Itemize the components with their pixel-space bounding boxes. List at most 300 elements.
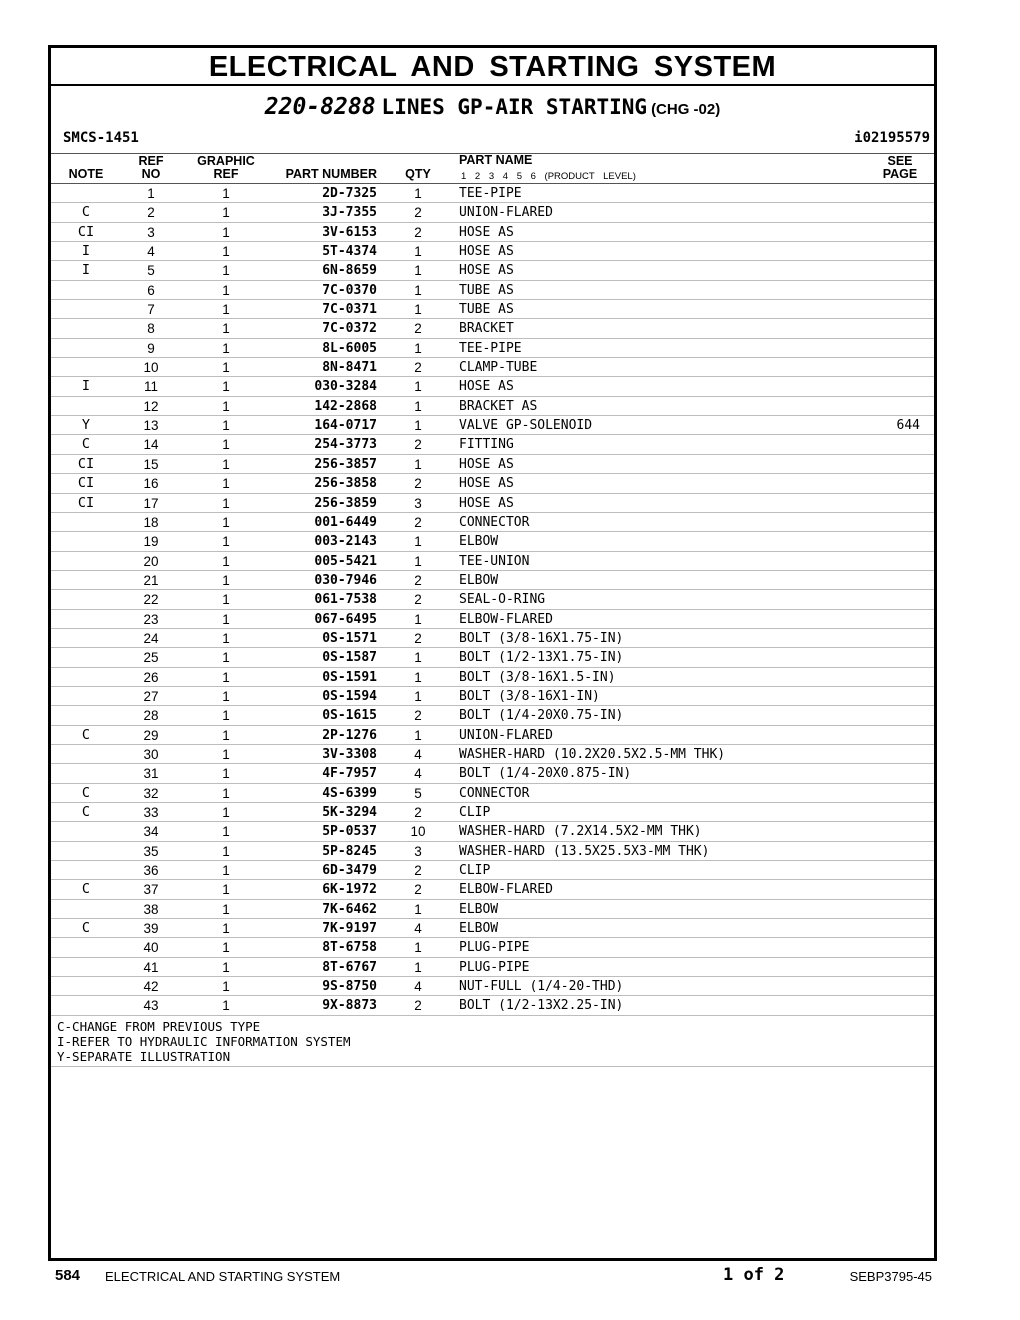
part-number-cell: 5P-0537	[322, 824, 377, 840]
part-number-cell: 7K-6462	[322, 901, 377, 917]
qty-cell: 2	[414, 805, 422, 820]
table-row	[51, 223, 934, 242]
part-number-cell: 7C-0372	[322, 321, 377, 337]
qty-cell: 4	[414, 979, 422, 995]
graphic-ref-cell: 1	[222, 534, 230, 550]
graphic-ref-cell: 1	[222, 843, 230, 859]
qty-cell: 1	[414, 282, 422, 298]
table-row	[51, 358, 934, 377]
ref-no-cell: 9	[147, 340, 155, 356]
part-name-cell: PLUG-PIPE	[459, 959, 530, 975]
ref-no-cell: 25	[143, 650, 159, 666]
qty-cell: 1	[414, 379, 422, 395]
qty-cell: 2	[414, 360, 422, 376]
ref-no-cell: 34	[143, 824, 159, 840]
part-name-cell: CLIP	[459, 805, 491, 820]
note-cell: C	[81, 204, 91, 221]
qty-cell: 2	[414, 863, 422, 879]
graphic-ref-cell: 1	[222, 398, 230, 414]
qty-cell: 1	[414, 959, 422, 975]
part-name-cell: BOLT (3/8-16X1-IN)	[459, 688, 600, 704]
ref-no-cell: 3	[147, 224, 155, 240]
ref-no-cell: 37	[143, 882, 159, 898]
qty-cell: 1	[414, 553, 422, 569]
ref-no-cell: 43	[143, 998, 159, 1014]
part-name-cell: HOSE AS	[459, 476, 514, 492]
graphic-ref-cell: 1	[222, 940, 230, 956]
table-row	[51, 687, 934, 706]
graphic-ref-cell: 1	[222, 727, 230, 743]
smcs-row	[51, 126, 934, 154]
qty-cell: 1	[414, 669, 422, 685]
table-row	[51, 281, 934, 300]
footer-section: ELECTRICAL AND STARTING SYSTEM	[105, 1269, 341, 1284]
page-of: 1 of 2	[723, 1265, 785, 1285]
part-name-cell: BRACKET	[459, 321, 514, 337]
part-name-cell: ELBOW	[459, 534, 499, 550]
note-cell: C	[81, 920, 91, 937]
part-number-cell: 003-2143	[314, 534, 377, 550]
table-row	[51, 745, 934, 764]
part-number-cell: 3V-3308	[322, 746, 377, 762]
part-name-cell: SEAL-O-RING	[459, 592, 546, 608]
ref-no-cell: 14	[143, 437, 159, 453]
part-number-cell: 005-5421	[314, 553, 377, 569]
part-name-cell: ELBOW-FLARED	[459, 611, 553, 627]
part-number-cell: 030-3284	[314, 379, 377, 395]
part-name-cell: WASHER-HARD (13.5X25.5X3-MM THK)	[459, 843, 710, 859]
part-name-cell: UNION-FLARED	[459, 727, 553, 743]
qty-cell: 1	[414, 186, 422, 201]
graphic-ref-cell: 1	[222, 263, 230, 279]
part-name-cell: NUT-FULL (1/4-20-THD)	[459, 979, 624, 995]
smcs-code: SMCS-1451	[63, 130, 139, 146]
part-number-cell: 4S-6399	[322, 785, 377, 801]
note-cell: Y	[81, 417, 91, 434]
qty-cell: 10	[410, 824, 426, 840]
graphic-ref-cell: 1	[222, 282, 230, 298]
qty-cell: 1	[414, 418, 422, 434]
table-row	[51, 455, 934, 474]
graphic-ref-cell: 1	[222, 514, 230, 530]
part-number-cell: 030-7946	[314, 572, 377, 588]
qty-cell: 1	[414, 611, 422, 627]
qty-cell: 2	[414, 321, 422, 337]
part-number-cell: 2D-7325	[322, 186, 377, 201]
part-number-cell: 256-3857	[314, 456, 377, 472]
header-qty: QTY	[405, 167, 431, 181]
part-number-cell: 254-3773	[314, 437, 377, 453]
qty-cell: 1	[414, 340, 422, 356]
table-row	[51, 726, 934, 745]
table-row	[51, 377, 934, 396]
ref-no-cell: 27	[143, 688, 159, 704]
qty-cell: 4	[414, 746, 422, 762]
table-row	[51, 938, 934, 957]
graphic-ref-cell: 1	[222, 882, 230, 898]
ref-no-cell: 42	[143, 979, 159, 995]
part-number-cell: 8N-8471	[322, 360, 377, 376]
header-graphic-top: GRAPHIC	[197, 154, 255, 168]
graphic-ref-cell: 1	[222, 456, 230, 472]
graphic-ref-cell: 1	[222, 921, 230, 937]
ref-no-cell: 19	[143, 534, 159, 550]
graphic-ref-cell: 1	[222, 785, 230, 801]
part-name-cell: UNION-FLARED	[459, 205, 553, 221]
part-name-cell: TEE-PIPE	[459, 340, 522, 356]
page-number: 584	[55, 1267, 81, 1284]
header-product-level: 1 2 3 4 5 6 (PRODUCT LEVEL)	[461, 171, 636, 182]
part-name-cell: TUBE AS	[459, 302, 514, 318]
part-name-cell: HOSE AS	[459, 244, 514, 260]
table-row	[51, 571, 934, 590]
table-row	[51, 261, 934, 280]
ref-no-cell: 17	[143, 495, 159, 511]
table-row	[51, 861, 934, 880]
graphic-ref-cell: 1	[222, 572, 230, 588]
part-name-cell: HOSE AS	[459, 224, 514, 240]
table-row	[51, 668, 934, 687]
part-name-cell: BRACKET AS	[459, 398, 538, 414]
part-name-cell: ELBOW	[459, 901, 499, 917]
qty-cell: 3	[414, 495, 422, 511]
graphic-ref-cell: 1	[222, 998, 230, 1014]
ref-no-cell: 39	[143, 921, 159, 937]
document-id: i02195579	[854, 130, 930, 146]
qty-cell: 2	[414, 224, 422, 240]
graphic-ref-cell: 1	[222, 824, 230, 840]
ref-no-cell: 10	[143, 360, 159, 376]
table-row	[51, 842, 934, 861]
ref-no-cell: 38	[143, 901, 159, 917]
part-name-cell: TEE-UNION	[459, 553, 530, 569]
ref-no-cell: 41	[143, 959, 159, 975]
part-name-cell: BOLT (1/4-20X0.875-IN)	[459, 766, 632, 782]
graphic-ref-cell: 1	[222, 437, 230, 453]
part-number-cell: 9X-8873	[322, 998, 377, 1014]
table-row	[51, 319, 934, 338]
table-row	[51, 919, 934, 938]
footer-document: SEBP3795-45	[849, 1269, 932, 1284]
note-cell: CI	[77, 455, 95, 472]
graphic-ref-cell: 1	[222, 650, 230, 666]
part-number-cell: 0S-1587	[322, 650, 377, 666]
ref-no-cell: 33	[143, 805, 159, 820]
note-cell: C	[81, 784, 91, 801]
qty-cell: 1	[414, 901, 422, 917]
page-footer	[55, 1265, 932, 1287]
ref-no-cell: 40	[143, 940, 159, 956]
part-name-cell: BOLT (1/2-13X2.25-IN)	[459, 998, 624, 1014]
ref-no-cell: 24	[143, 630, 159, 646]
qty-cell: 2	[414, 592, 422, 608]
notes-legend	[51, 1016, 934, 1067]
section-title: ELECTRICAL AND STARTING SYSTEM	[51, 48, 934, 86]
ref-no-cell: 20	[143, 553, 159, 569]
header-part-number: PART NUMBER	[285, 167, 377, 181]
qty-cell: 2	[414, 514, 422, 530]
part-number-cell: 061-7538	[314, 592, 377, 608]
part-number-cell: 6N-8659	[322, 263, 377, 279]
part-name-cell: BOLT (3/8-16X1.75-IN)	[459, 630, 624, 646]
graphic-ref-cell: 1	[222, 901, 230, 917]
graphic-ref-cell: 1	[222, 360, 230, 376]
graphic-ref-cell: 1	[222, 688, 230, 704]
table-row	[51, 339, 934, 358]
part-number-cell: 7C-0371	[322, 302, 377, 318]
note-cell: C	[81, 804, 91, 820]
ref-no-cell: 7	[147, 302, 155, 318]
qty-cell: 5	[414, 785, 422, 801]
part-name-cell: ELBOW	[459, 921, 499, 937]
qty-cell: 2	[414, 205, 422, 221]
graphic-ref-cell: 1	[222, 746, 230, 762]
part-number-cell: 8T-6758	[322, 940, 377, 956]
ref-no-cell: 35	[143, 843, 159, 859]
part-number-cell: 3J-7355	[322, 205, 377, 221]
qty-cell: 2	[414, 998, 422, 1014]
ref-no-cell: 6	[147, 282, 155, 298]
graphic-ref-cell: 1	[222, 302, 230, 318]
table-row	[51, 977, 934, 996]
qty-cell: 4	[414, 766, 422, 782]
qty-cell: 1	[414, 456, 422, 472]
change-level: (CHG -02)	[651, 101, 721, 118]
note-line: C-CHANGE FROM PREVIOUS TYPE	[57, 1018, 261, 1034]
part-name-cell: BOLT (1/4-20X0.75-IN)	[459, 708, 624, 724]
group-name: LINES GP-AIR STARTING	[381, 95, 648, 119]
graphic-ref-cell: 1	[222, 863, 230, 879]
graphic-ref-cell: 1	[222, 244, 230, 260]
table-row	[51, 610, 934, 629]
part-number-cell: 067-6495	[314, 611, 377, 627]
ref-no-cell: 36	[143, 863, 159, 879]
header-ref-top: REF	[138, 154, 164, 168]
graphic-ref-cell: 1	[222, 379, 230, 395]
table-row	[51, 803, 934, 822]
note-cell: CI	[77, 494, 95, 511]
part-number-cell: 2P-1276	[322, 727, 377, 743]
graphic-ref-cell: 1	[222, 553, 230, 569]
part-name-cell: TEE-PIPE	[459, 186, 522, 201]
note-cell: CI	[77, 223, 95, 240]
table-row	[51, 474, 934, 493]
ref-no-cell: 16	[143, 476, 159, 492]
part-name-cell: CLAMP-TUBE	[459, 360, 538, 376]
part-number-cell: 001-6449	[314, 514, 377, 530]
table-row	[51, 822, 934, 841]
graphic-ref-cell: 1	[222, 321, 230, 337]
graphic-ref-cell: 1	[222, 708, 230, 724]
qty-cell: 1	[414, 688, 422, 704]
table-row	[51, 184, 934, 203]
table-row	[51, 203, 934, 222]
graphic-ref-cell: 1	[222, 205, 230, 221]
ref-no-cell: 32	[143, 785, 159, 801]
ref-no-cell: 12	[143, 398, 159, 414]
qty-cell: 1	[414, 263, 422, 279]
table-row	[51, 706, 934, 725]
note-line: Y-SEPARATE ILLUSTRATION	[57, 1048, 231, 1064]
graphic-ref-cell: 1	[222, 186, 230, 201]
ref-no-cell: 18	[143, 514, 159, 530]
part-number-cell: 5T-4374	[322, 244, 377, 260]
table-row	[51, 880, 934, 899]
part-name-cell: WASHER-HARD (7.2X14.5X2-MM THK)	[459, 824, 702, 840]
part-name-cell: CONNECTOR	[459, 514, 530, 530]
see-page-cell: 644	[896, 418, 920, 434]
part-name-cell: BOLT (1/2-13X1.75-IN)	[459, 650, 624, 666]
table-row	[51, 784, 934, 803]
ref-no-cell: 8	[147, 321, 155, 337]
table-row	[51, 532, 934, 551]
part-number-cell: 256-3859	[314, 495, 377, 511]
qty-cell: 1	[414, 302, 422, 318]
table-row	[51, 513, 934, 532]
note-cell: I	[81, 378, 91, 395]
qty-cell: 4	[414, 921, 422, 937]
graphic-ref-cell: 1	[222, 224, 230, 240]
part-name-cell: VALVE GP-SOLENOID	[459, 418, 593, 434]
qty-cell: 1	[414, 398, 422, 414]
qty-cell: 2	[414, 572, 422, 588]
part-number-cell: 3V-6153	[322, 224, 377, 240]
ref-no-cell: 2	[147, 205, 155, 221]
table-header	[51, 154, 934, 184]
ref-no-cell: 4	[147, 244, 155, 260]
part-name-cell: ELBOW-FLARED	[459, 882, 553, 898]
table-row	[51, 996, 934, 1015]
part-number-cell: 0S-1571	[322, 630, 377, 646]
part-number-cell: 8T-6767	[322, 959, 377, 975]
part-name-cell: CONNECTOR	[459, 785, 530, 801]
table-row	[51, 300, 934, 319]
note-cell: C	[81, 726, 91, 743]
part-name-cell: HOSE AS	[459, 263, 514, 279]
part-name-cell: HOSE AS	[459, 456, 514, 472]
note-cell: CI	[77, 475, 95, 492]
part-name-cell: HOSE AS	[459, 495, 514, 511]
part-number-cell: 164-0717	[314, 418, 377, 434]
graphic-ref-cell: 1	[222, 959, 230, 975]
part-number-cell: 8L-6005	[322, 340, 377, 356]
note-cell: I	[81, 243, 91, 260]
table-row	[51, 242, 934, 261]
graphic-ref-cell: 1	[222, 766, 230, 782]
part-name-cell: CLIP	[459, 863, 491, 879]
ref-no-cell: 5	[147, 263, 155, 279]
graphic-ref-cell: 1	[222, 418, 230, 434]
group-number: 220-8288	[264, 94, 376, 120]
table-row	[51, 494, 934, 513]
part-number-cell: 5P-8245	[322, 843, 377, 859]
parts-list-frame	[48, 45, 937, 1261]
part-name-cell: BOLT (3/8-16X1.5-IN)	[459, 669, 616, 685]
table-row	[51, 629, 934, 648]
graphic-ref-cell: 1	[222, 592, 230, 608]
parts-table-body	[51, 184, 934, 1016]
qty-cell: 1	[414, 650, 422, 666]
part-number-cell: 7K-9197	[322, 921, 377, 937]
part-number-cell: 0S-1594	[322, 688, 377, 704]
table-row	[51, 435, 934, 454]
ref-no-cell: 31	[143, 766, 159, 782]
header-see-bottom: PAGE	[882, 167, 918, 181]
part-number-cell: 9S-8750	[322, 979, 377, 995]
ref-no-cell: 11	[143, 379, 158, 395]
header-see-top: SEE	[887, 154, 913, 168]
qty-cell: 2	[414, 476, 422, 492]
table-row	[51, 416, 934, 435]
graphic-ref-cell: 1	[222, 340, 230, 356]
part-name-cell: ELBOW	[459, 572, 499, 588]
part-number-cell: 0S-1615	[322, 708, 377, 724]
qty-cell: 1	[414, 534, 422, 550]
ref-no-cell: 13	[143, 418, 159, 434]
graphic-ref-cell: 1	[222, 476, 230, 492]
graphic-ref-cell: 1	[222, 611, 230, 627]
qty-cell: 2	[414, 708, 422, 724]
qty-cell: 1	[414, 727, 422, 743]
part-number-cell: 6D-3479	[322, 863, 377, 879]
part-number-cell: 256-3858	[314, 476, 377, 492]
part-name-cell: FITTING	[459, 437, 514, 453]
table-row	[51, 900, 934, 919]
part-number-cell: 142-2868	[314, 398, 377, 414]
note-cell: C	[81, 881, 91, 898]
header-note: NOTE	[68, 167, 104, 181]
graphic-ref-cell: 1	[222, 979, 230, 995]
graphic-ref-cell: 1	[222, 669, 230, 685]
qty-cell: 1	[414, 940, 422, 956]
qty-cell: 2	[414, 882, 422, 898]
ref-no-cell: 28	[143, 708, 159, 724]
qty-cell: 2	[414, 437, 422, 453]
table-row	[51, 764, 934, 783]
qty-cell: 1	[414, 244, 422, 260]
part-name-cell: TUBE AS	[459, 282, 514, 298]
ref-no-cell: 26	[143, 669, 159, 685]
qty-cell: 2	[414, 630, 422, 646]
part-name-cell: WASHER-HARD (10.2X20.5X2.5-MM THK)	[459, 746, 726, 762]
table-row	[51, 552, 934, 571]
part-number-cell: 5K-3294	[322, 805, 377, 820]
header-part-name: PART NAME	[459, 153, 533, 167]
note-cell: I	[81, 262, 91, 279]
graphic-ref-cell: 1	[222, 805, 230, 820]
part-number-cell: 4F-7957	[322, 766, 377, 782]
ref-no-cell: 22	[143, 592, 159, 608]
table-row	[51, 590, 934, 609]
part-name-cell: HOSE AS	[459, 379, 514, 395]
group-heading	[51, 86, 934, 126]
table-row	[51, 397, 934, 416]
graphic-ref-cell: 1	[222, 630, 230, 646]
table-row	[51, 958, 934, 977]
part-number-cell: 7C-0370	[322, 282, 377, 298]
part-number-cell: 0S-1591	[322, 669, 377, 685]
note-line: I-REFER TO HYDRAULIC INFORMATION SYSTEM	[57, 1033, 351, 1049]
ref-no-cell: 23	[143, 611, 159, 627]
table-row	[51, 648, 934, 667]
ref-no-cell: 1	[147, 186, 155, 201]
ref-no-cell: 29	[143, 727, 159, 743]
part-number-cell: 6K-1972	[322, 882, 377, 898]
header-graphic-bottom: REF	[213, 167, 239, 181]
qty-cell: 3	[414, 843, 422, 859]
ref-no-cell: 21	[143, 572, 159, 588]
part-name-cell: PLUG-PIPE	[459, 940, 530, 956]
